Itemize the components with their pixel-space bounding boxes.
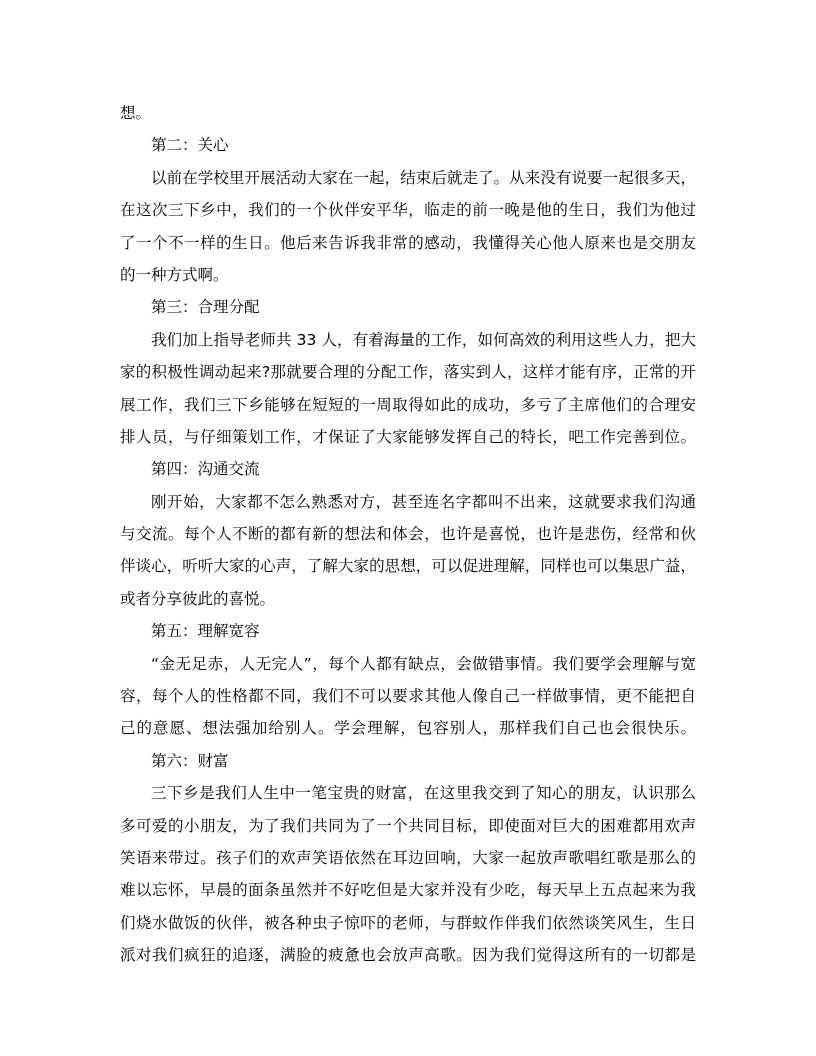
paragraph-line: 难以忘怀，早晨的面条虽然并不好吃但是大家并没有少吃，每天早上五点起来为我 [120, 881, 696, 900]
paragraph-line: 多可爱的小朋友，为了我们共同为了一个共同目标，即使面对巨大的困难都用欢声 [120, 816, 696, 835]
paragraph-line: “金无足赤，人无完人”，每个人都有缺点，会做错事情。我们要学会理解与宽 [151, 654, 696, 673]
paragraph-line: 展工作，我们三下乡能够在短短的一周取得如此的成功，多亏了主席他们的合理安 [120, 395, 696, 414]
paragraph-line: 我们加上指导老师共 33 人，有着海量的工作，如何高效的利用这些人力，把大 [151, 330, 696, 349]
paragraph-line: 三下乡是我们人生中一笔宝贵的财富，在这里我交到了知心的朋友，认识那么 [151, 784, 696, 803]
paragraph-line: 与交流。每个人不断的都有新的想法和体会，也许是喜悦，也许是悲伤，经常和伙 [120, 525, 696, 544]
section-heading: 第四：沟通交流 [151, 460, 260, 479]
paragraph-line: 排人员，与仔细策划工作，才保证了大家能够发挥自己的特长，吧工作完善到位。 [120, 427, 696, 446]
paragraph-line: 伴谈心，听听大家的心声，了解大家的思想，可以促进理解，同样也可以集思广益， [120, 557, 696, 576]
paragraph-line: 或者分享彼此的喜悦。 [120, 589, 276, 608]
paragraph-line: 的一种方式啊。 [120, 265, 229, 284]
paragraph-line: 们烧水做饭的伙伴，被各种虫子惊吓的老师，与群蚊作伴我们依然谈笑风生，生日 [120, 913, 696, 932]
section-heading: 第二：关心 [151, 136, 229, 155]
paragraph-line: 了一个不一样的生日。他后来告诉我非常的感动，我懂得关心他人原来也是交朋友 [120, 233, 696, 252]
section-heading: 第六：财富 [151, 751, 229, 770]
paragraph-line: 家的积极性调动起来?那就要合理的分配工作，落实到人，这样才能有序，正常的开 [120, 363, 696, 382]
paragraph-line: 笑语来带过。孩子们的欢声笑语依然在耳边回响，大家一起放声歌唱红歌是那么的 [120, 848, 696, 867]
text-line: 想。 [120, 104, 152, 122]
section-heading: 第三：合理分配 [151, 298, 260, 317]
document-body [120, 97, 696, 972]
paragraph-line: 容，每个人的性格都不同，我们不可以要求其他人像自己一样做事情，更不能把自 [120, 687, 696, 706]
paragraph-line: 以前在学校里开展活动大家在一起，结束后就走了。从来没有说要一起很多天， [151, 168, 696, 187]
paragraph-line: 己的意愿、想法强加给别人。学会理解，包容别人，那样我们自己也会很快乐。 [120, 719, 696, 738]
paragraph-line: 刚开始，大家都不怎么熟悉对方，甚至连名字都叫不出来，这就要求我们沟通 [151, 492, 696, 511]
paragraph-line: 派对我们疯狂的追逐，满脸的疲惫也会放声高歌。因为我们觉得这所有的一切都是 [120, 946, 696, 965]
section-heading: 第五：理解宽容 [151, 622, 260, 641]
paragraph-line: 在这次三下乡中，我们的一个伙伴安平华，临走的前一晚是他的生日，我们为他过 [120, 201, 696, 220]
